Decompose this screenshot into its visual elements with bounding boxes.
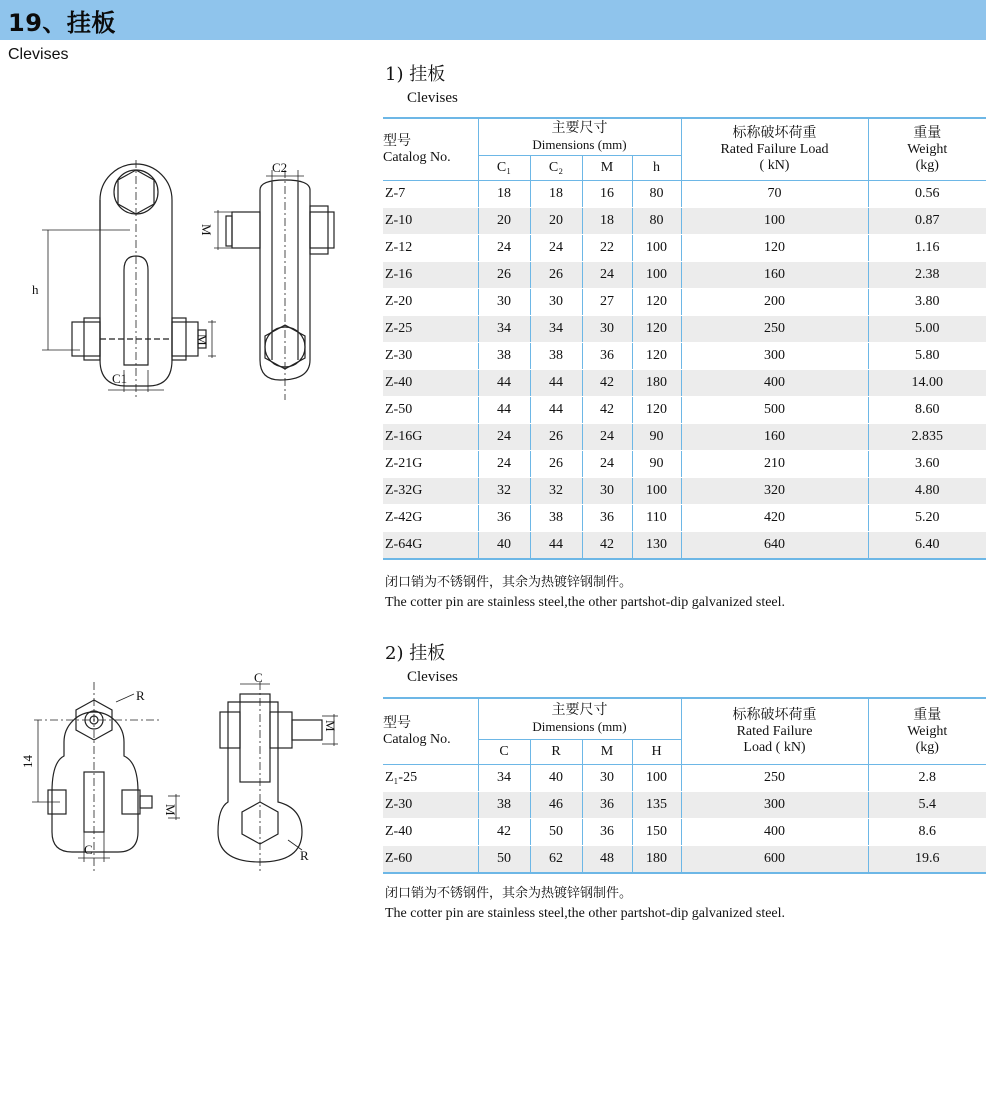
table-row [383, 316, 986, 343]
cell-model: Z-7 [383, 181, 478, 208]
cell-weight: 8.6 [868, 819, 986, 846]
table-row [383, 505, 986, 532]
cell-dimension: 24 [582, 424, 632, 451]
cell-dimension: 36 [582, 343, 632, 370]
cell-dimension: 30 [582, 765, 632, 792]
cell-weight: 2.835 [868, 424, 986, 451]
cell-dimension: 42 [582, 397, 632, 424]
label-m-side-2: M [323, 720, 338, 732]
cell-weight: 2.8 [868, 765, 986, 792]
cell-dimension: 36 [582, 505, 632, 532]
cell-load: 160 [681, 262, 868, 289]
table-row [383, 424, 986, 451]
cell-dimension: 100 [632, 235, 681, 262]
cell-load: 600 [681, 846, 868, 874]
cell-dimension: 44 [530, 397, 582, 424]
cell-dimension: 46 [530, 792, 582, 819]
cell-weight: 3.60 [868, 451, 986, 478]
cell-dimension: 32 [478, 478, 530, 505]
section2-note-cn: 闭口销为不锈钢件，其余为热镀锌钢制件。 [385, 886, 633, 901]
cell-dimension: 16 [582, 181, 632, 208]
cell-dimension: 50 [530, 819, 582, 846]
cell-model: Z-30 [383, 343, 478, 370]
cell-model: Z-21G [383, 451, 478, 478]
cell-weight: 5.4 [868, 792, 986, 819]
cell-weight: 4.80 [868, 478, 986, 505]
table-row [383, 235, 986, 262]
cell-load: 400 [681, 370, 868, 397]
cell-dimension: 42 [582, 532, 632, 560]
cell-load: 320 [681, 478, 868, 505]
col-m: M [582, 156, 632, 181]
cell-dimension: 100 [632, 765, 681, 792]
header-load: 标称破坏荷重 Rated Failure Load ( kN) [681, 118, 868, 181]
label-h: h [32, 282, 39, 297]
table-row [383, 819, 986, 846]
cell-dimension: 36 [478, 505, 530, 532]
cell-load: 420 [681, 505, 868, 532]
cell-dimension: 32 [530, 478, 582, 505]
table-row [383, 208, 986, 235]
col-c1: C₁ [478, 156, 530, 181]
cell-dimension: 90 [632, 451, 681, 478]
cell-dimension: 22 [582, 235, 632, 262]
cell-dimension: 20 [530, 208, 582, 235]
cell-dimension: 24 [478, 424, 530, 451]
cell-load: 250 [681, 765, 868, 792]
cell-dimension: 38 [478, 343, 530, 370]
cell-dimension: 100 [632, 478, 681, 505]
col-h: h [632, 156, 681, 181]
cell-load: 160 [681, 424, 868, 451]
cell-model: Z-16 [383, 262, 478, 289]
label-r-front: R [136, 688, 145, 703]
cell-dimension: 48 [582, 846, 632, 874]
cell-model: Z-20 [383, 289, 478, 316]
cell-weight: 14.00 [868, 370, 986, 397]
cell-weight: 5.80 [868, 343, 986, 370]
cell-load: 640 [681, 532, 868, 560]
cell-dimension: 120 [632, 397, 681, 424]
cell-model: Z-16G [383, 424, 478, 451]
col-r: R [530, 740, 582, 765]
cell-dimension: 38 [530, 343, 582, 370]
cell-model: Z-10 [383, 208, 478, 235]
spec-table-2 [383, 697, 986, 874]
cell-model: Z-12 [383, 235, 478, 262]
cell-dimension: 34 [478, 316, 530, 343]
cell-model: Z-40 [383, 819, 478, 846]
section1-subtitle: Clevises [407, 90, 458, 106]
cell-dimension: 44 [530, 532, 582, 560]
clevis-drawing-2 [20, 672, 380, 882]
cell-load: 70 [681, 181, 868, 208]
cell-dimension: 150 [632, 819, 681, 846]
cell-dimension: 62 [530, 846, 582, 874]
cell-dimension: 135 [632, 792, 681, 819]
header-weight-2: 重量 Weight (kg) [868, 698, 986, 765]
cell-load: 210 [681, 451, 868, 478]
cell-weight: 2.38 [868, 262, 986, 289]
label-m-side: M [199, 224, 214, 236]
label-r-side: R [300, 848, 309, 863]
cell-dimension: 120 [632, 316, 681, 343]
section1-title: 1) 挂板 [385, 64, 446, 85]
page-title: 19、挂板 [8, 9, 116, 37]
section2-title: 2) 挂板 [385, 643, 446, 664]
label-h-2: 14 [20, 755, 35, 768]
cell-dimension: 30 [582, 478, 632, 505]
table-row [383, 397, 986, 424]
cell-weight: 6.40 [868, 532, 986, 560]
cell-dimension: 80 [632, 181, 681, 208]
cell-model: Z-25 [383, 316, 478, 343]
cell-dimension: 36 [582, 819, 632, 846]
table-row [383, 181, 986, 208]
cell-weight: 0.56 [868, 181, 986, 208]
table-row [383, 765, 986, 792]
cell-dimension: 27 [582, 289, 632, 316]
section2-subtitle: Clevises [407, 669, 458, 685]
cell-dimension: 40 [530, 765, 582, 792]
section1-note-en: The cotter pin are stainless steel,the other partshot-dip galvanized steel. [385, 595, 786, 610]
table-row [383, 343, 986, 370]
section1-note-cn: 闭口销为不锈钢件，其余为热镀锌钢制件。 [385, 575, 633, 590]
header-model-2: 型号 Catalog No. [383, 698, 478, 765]
cell-dimension: 110 [632, 505, 681, 532]
cell-load: 400 [681, 819, 868, 846]
cell-dimension: 36 [582, 792, 632, 819]
table-row [383, 451, 986, 478]
table-row [383, 289, 986, 316]
cell-load: 100 [681, 208, 868, 235]
cell-model: Z-50 [383, 397, 478, 424]
table-row [383, 792, 986, 819]
cell-dimension: 26 [478, 262, 530, 289]
cell-dimension: 44 [478, 370, 530, 397]
cell-dimension: 24 [582, 451, 632, 478]
clevis-drawing-1 [20, 160, 380, 420]
cell-dimension: 26 [530, 262, 582, 289]
cell-model: Z-42G [383, 505, 478, 532]
cell-dimension: 18 [530, 181, 582, 208]
cell-load: 200 [681, 289, 868, 316]
table-row [383, 846, 986, 874]
cell-dimension: 26 [530, 424, 582, 451]
cell-dimension: 18 [582, 208, 632, 235]
cell-weight: 5.20 [868, 505, 986, 532]
cell-model: Z-32G [383, 478, 478, 505]
cell-dimension: 180 [632, 846, 681, 874]
cell-dimension: 38 [530, 505, 582, 532]
table-row [383, 532, 986, 560]
cell-dimension: 180 [632, 370, 681, 397]
cell-dimension: 34 [478, 765, 530, 792]
header-dimensions-2: 主要尺寸 Dimensions (mm) [478, 698, 681, 740]
cell-dimension: 34 [530, 316, 582, 343]
cell-weight: 5.00 [868, 316, 986, 343]
page-subtitle: Clevises [8, 46, 69, 63]
cell-dimension: 24 [582, 262, 632, 289]
cell-dimension: 24 [478, 235, 530, 262]
header-dimensions: 主要尺寸 Dimensions (mm) [478, 118, 681, 156]
cell-dimension: 30 [582, 316, 632, 343]
label-m-front-2: M [163, 804, 178, 816]
cell-model: Z-40 [383, 370, 478, 397]
label-m-front: M [195, 334, 210, 346]
cell-dimension: 26 [530, 451, 582, 478]
cell-load: 300 [681, 343, 868, 370]
col-m-2: M [582, 740, 632, 765]
cell-dimension: 42 [478, 819, 530, 846]
header-model: 型号 Catalog No. [383, 118, 478, 181]
header-bar [0, 0, 986, 40]
cell-weight: 0.87 [868, 208, 986, 235]
cell-weight: 8.60 [868, 397, 986, 424]
cell-weight: 19.6 [868, 846, 986, 874]
cell-dimension: 120 [632, 289, 681, 316]
label-c2: C2 [272, 160, 288, 175]
cell-dimension: 18 [478, 181, 530, 208]
cell-load: 300 [681, 792, 868, 819]
cell-model: Z-30 [383, 792, 478, 819]
cell-dimension: 44 [530, 370, 582, 397]
cell-model: Z-64G [383, 532, 478, 560]
col-c2: C₂ [530, 156, 582, 181]
cell-dimension: 42 [582, 370, 632, 397]
cell-dimension: 44 [478, 397, 530, 424]
cell-dimension: 130 [632, 532, 681, 560]
cell-dimension: 100 [632, 262, 681, 289]
cell-weight: 1.16 [868, 235, 986, 262]
label-c-front: C [84, 842, 93, 857]
col-c: C [478, 740, 530, 765]
cell-dimension: 90 [632, 424, 681, 451]
cell-dimension: 30 [530, 289, 582, 316]
cell-dimension: 30 [478, 289, 530, 316]
table-row [383, 478, 986, 505]
cell-load: 500 [681, 397, 868, 424]
cell-dimension: 24 [530, 235, 582, 262]
cell-dimension: 50 [478, 846, 530, 874]
header-load-2: 标称破坏荷重 Rated Failure Load ( kN) [681, 698, 868, 765]
cell-load: 250 [681, 316, 868, 343]
section2-note-en: The cotter pin are stainless steel,the other partshot-dip galvanized steel. [385, 906, 786, 921]
header-weight: 重量 Weight (kg) [868, 118, 986, 181]
cell-dimension: 40 [478, 532, 530, 560]
cell-weight: 3.80 [868, 289, 986, 316]
spec-table-1 [383, 117, 986, 560]
cell-dimension: 120 [632, 343, 681, 370]
cell-load: 120 [681, 235, 868, 262]
cell-model: Z-60 [383, 846, 478, 874]
cell-dimension: 38 [478, 792, 530, 819]
label-c1: C1 [112, 371, 128, 386]
table-row [383, 262, 986, 289]
cell-dimension: 80 [632, 208, 681, 235]
table-row [383, 370, 986, 397]
col-h-2: H [632, 740, 681, 765]
label-c-side: C [254, 672, 263, 685]
cell-dimension: 20 [478, 208, 530, 235]
cell-dimension: 24 [478, 451, 530, 478]
cell-model: Z₁-25 [383, 765, 478, 792]
